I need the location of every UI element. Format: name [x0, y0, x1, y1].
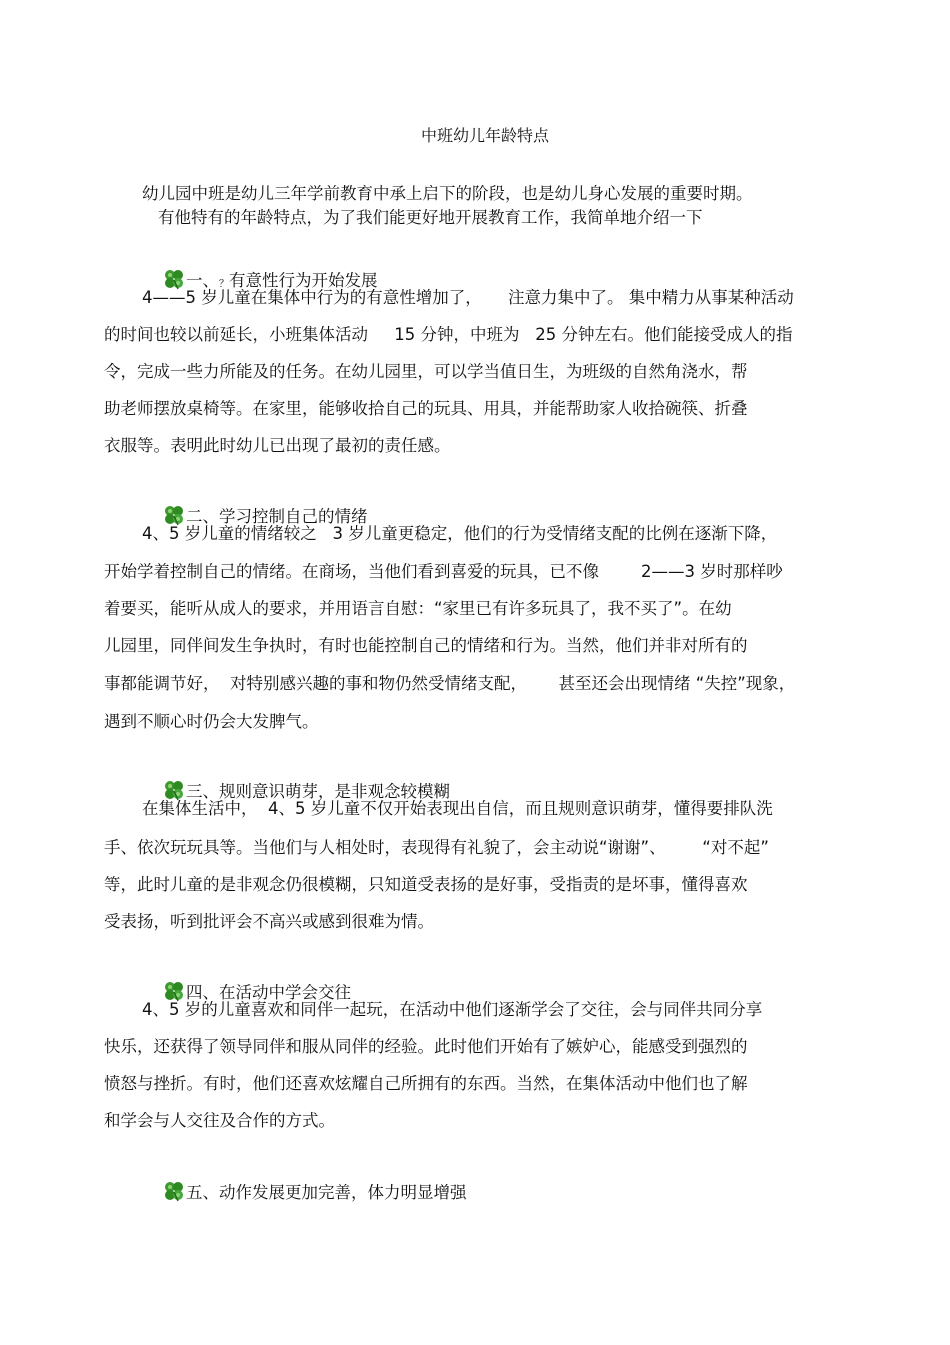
section-2-title: 学习控制自己的情绪 [218, 507, 368, 526]
section-3-heading [142, 755, 450, 801]
section-3-line-3: 等，此时儿童的是非观念仍很模糊，只知道受表扬的是好事，受指责的是坏事，懂得喜欢 [104, 875, 748, 894]
intro-line-1: 幼儿园中班是幼儿三年学前教育中承上启下的阶段，也是幼儿身心发展的重要时期。 [142, 184, 753, 203]
section-5-heading [142, 1156, 467, 1202]
section-1-title: 有意性行为开始发展 [228, 271, 378, 290]
section-3-number: 三、 [185, 782, 219, 801]
section-4-title: 在活动中学会交往 [218, 983, 351, 1002]
clover-icon [163, 1180, 185, 1202]
section-1-line-4: 助老师摆放桌椅等。在家里，能够收拾自己的玩具、用具，并能帮助家人收拾碗筷、折叠 [104, 399, 748, 418]
document-title: 中班幼儿年龄特点 [421, 126, 550, 145]
section-2-line-6: 遇到不顺心时仍会大发脾气。 [104, 712, 319, 731]
section-1-line-3: 令，完成一些力所能及的任务。在幼儿园里，可以学当值日生，为班级的自然角浇水，帮 [104, 362, 748, 381]
section-3-title: 规则意识萌芽，是非观念较模糊 [218, 782, 450, 801]
section-4-line-3: 愤怒与挫折。有时，他们还喜欢炫耀自己所拥有的东西。当然，在集体活动中他们也了解 [104, 1074, 748, 1093]
section-2-number: 二、 [185, 507, 219, 526]
section-2-heading [142, 480, 368, 526]
section-4-line-1: 4、5 岁的儿童喜欢和同伴一起玩，在活动中他们逐渐学会了交往，会与同伴共同分享 [142, 1000, 763, 1019]
section-1-mark: ？ [218, 279, 229, 290]
intro-line-2: 有他特有的年龄特点，为了我们能更好地开展教育工作，我简单地介绍一下 [158, 208, 703, 227]
section-2-line-5: 事都能调节好， 对特别感兴趣的事和物仍然受情绪支配， 甚至还会出现情绪 “失控”现象， [104, 674, 796, 693]
section-3-line-4: 受表扬，听到批评会不高兴或感到很难为情。 [104, 912, 434, 931]
section-4-number: 四、 [185, 983, 219, 1002]
section-4-line-2: 快乐，还获得了领导同伴和服从同伴的经验。此时他们开始有了嫉妒心，能感受到强烈的 [104, 1037, 748, 1056]
section-3-line-2: 手、依次玩玩具等。当他们与人相处时，表现得有礼貌了，会主动说“谢谢”、 “对不起” [104, 838, 769, 857]
section-2-line-2: 开始学着控制自己的情绪。在商场，当他们看到喜爱的玩具，已不像 2——3 岁时那样吵 [104, 562, 783, 581]
section-4-heading [142, 956, 351, 1002]
section-4-line-4: 和学会与人交往及合作的方式。 [104, 1111, 335, 1130]
section-5-title: 动作发展更加完善，体力明显增强 [218, 1183, 467, 1202]
section-2-line-3: 着要买，能听从成人的要求，并用语言自慰：“家里已有许多玩具了，我不买了”。在幼 [104, 599, 732, 618]
section-1-heading [142, 244, 378, 290]
section-2-line-4: 儿园里，同伴间发生争执时，有时也能控制自己的情绪和行为。当然，他们并非对所有的 [104, 636, 748, 655]
section-3-line-1: 在集体生活中， 4、5 岁儿童不仅开始表现出自信，而且规则意识萌芽，懂得要排队洗 [142, 799, 773, 818]
section-2-line-1: 4、5 岁儿童的情绪较之 3 岁儿童更稳定，他们的行为受情绪支配的比例在逐渐下降， [142, 524, 778, 543]
section-1-line-1: 4——5 岁儿童在集体中行为的有意性增加了， 注意力集中了。 集中精力从事某种活动 [142, 288, 794, 307]
section-1-line-2: 的时间也较以前延长，小班集体活动 15 分钟，中班为 25 分钟左右。他们能接受成人的指 [104, 325, 793, 344]
section-1-number: 一、 [185, 271, 219, 290]
section-1-line-5: 衣服等。表明此时幼儿已出现了最初的责任感。 [104, 436, 451, 455]
section-5-number: 五、 [185, 1183, 219, 1202]
